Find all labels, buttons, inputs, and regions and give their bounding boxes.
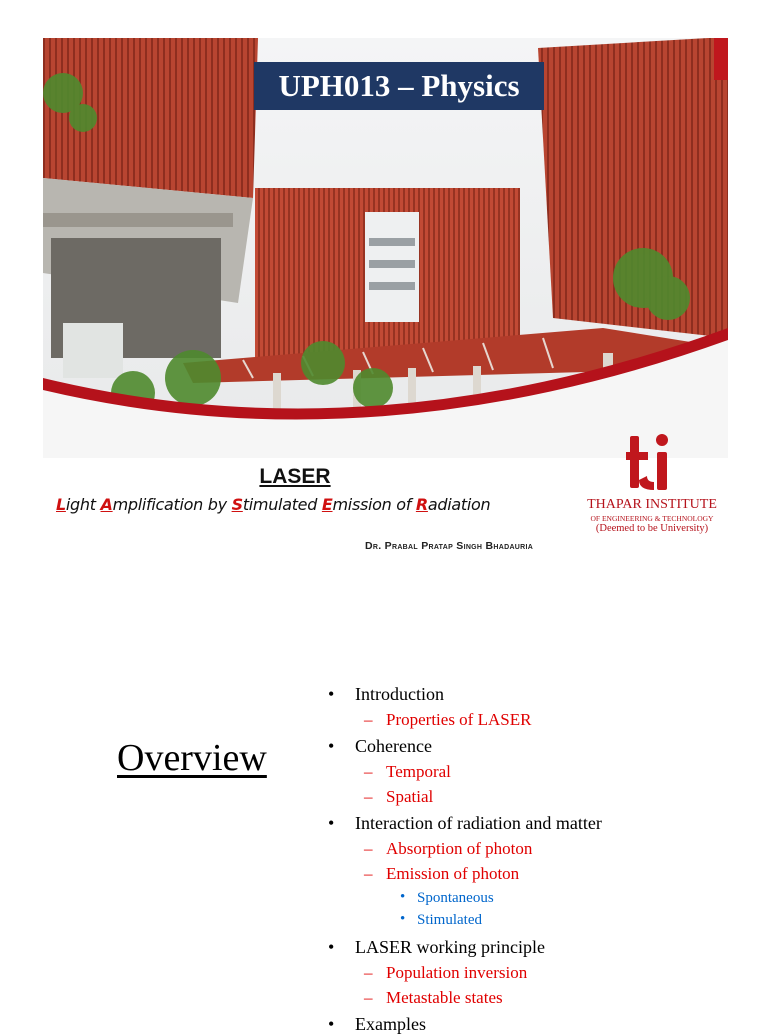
outline-item-text: Population inversion [386,963,528,982]
institute-deemed: (Deemed to be University) [595,523,709,534]
bullet-icon: – [364,787,373,806]
bullet-icon: – [364,762,373,781]
bullet-icon: – [364,864,373,883]
course-title: UPH013 – Physics [278,68,520,103]
red-corner-accent [714,38,728,80]
outline-item-text: Coherence [355,736,432,756]
outline-item-text: Examples [355,1014,426,1034]
acronym-word: timulated [242,495,322,514]
outline-item-text: Temporal [386,762,451,781]
bullet-icon: – [364,988,373,1007]
acronym-expansion [56,495,490,514]
outline-item-text: Spatial [386,787,434,806]
author-name [365,540,533,552]
outline-item-text: Emission of photon [386,864,520,883]
course-title-box [254,62,544,110]
outline-item-text: Metastable states [386,988,503,1007]
outline-item-text: LASER working principle [355,937,545,957]
overview-heading: Overview [117,737,267,779]
acronym-letter: L [56,495,66,514]
acronym-letter: A [100,495,113,514]
acronym-word: mplification by [112,495,232,514]
institute-subtitle: OF ENGINEERING & TECHNOLOGY [590,514,714,523]
bullet-icon: • [400,889,406,905]
acronym-letter: E [321,495,333,514]
acronym-letter: R [415,495,428,514]
bullet-icon: • [328,736,335,756]
acronym-word: mission of [332,495,416,514]
bullet-icon: • [328,1014,335,1034]
bullet-icon: – [364,839,373,858]
bullet-icon: • [328,813,335,833]
outline-item-text: Absorption of photon [386,839,533,858]
ti-logo-icon [626,430,678,494]
outline-item-text: Spontaneous [417,890,494,906]
acronym-word: adiation [427,495,491,514]
outline-item-text: Introduction [355,684,444,704]
bullet-icon: • [328,937,335,957]
author-text: Dr. Prabal Pratap Singh Bhadauria [365,540,534,552]
institute-logo [576,430,728,552]
bullet-icon: – [364,710,373,729]
bullet-icon: • [328,684,335,704]
topic-title: LASER [259,465,331,488]
bullet-icon: • [400,911,406,927]
title-slide [43,38,728,552]
acronym-letter: S [231,495,243,514]
outline-item-text: Properties of LASER [386,710,532,729]
outline-item-text: Stimulated [417,912,482,928]
institute-name: THAPAR INSTITUTE [587,497,717,512]
acronym-word: ight [65,495,101,514]
outline-item-text: Interaction of radiation and matter [355,813,602,833]
bullet-icon: – [364,963,373,982]
